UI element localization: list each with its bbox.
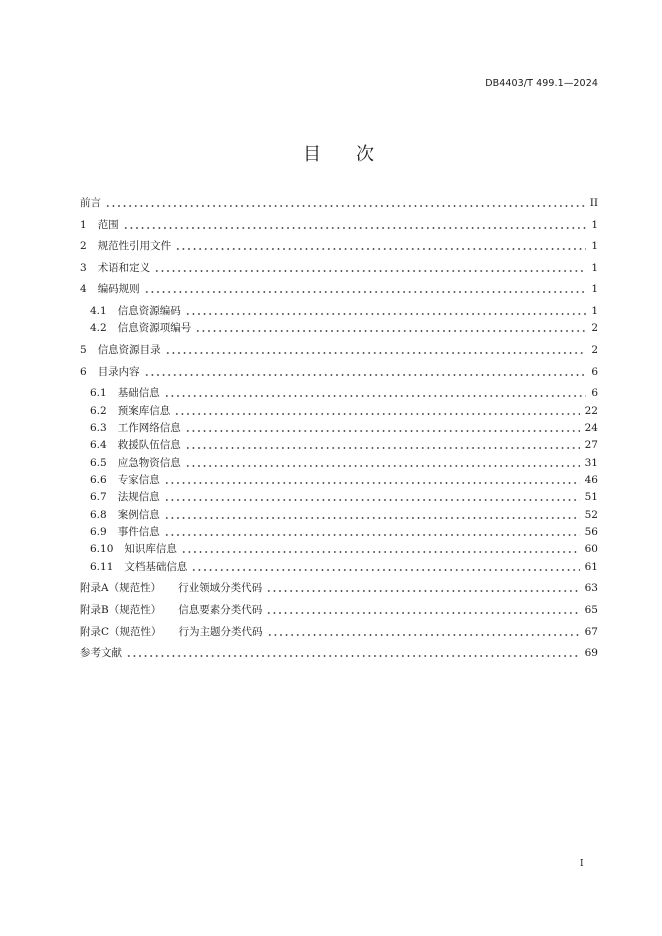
dot-leader (164, 492, 580, 502)
toc-entry-page: 2 (591, 344, 598, 356)
toc-entry (90, 304, 598, 318)
toc-entry-number: 6.10 (90, 543, 114, 555)
toc-entry-number: 6.3 (90, 422, 107, 434)
toc-entry-label: 前言 (80, 197, 101, 209)
toc-entry-page: 56 (584, 526, 598, 538)
dot-leader (267, 627, 580, 637)
toc-entry-number: 附录C（规范性） (80, 626, 162, 638)
toc-entry (80, 343, 598, 357)
toc-entry (80, 581, 598, 595)
toc-entry (80, 196, 598, 210)
toc-entry-number: 2 (80, 240, 87, 252)
toc-entry-page: 24 (584, 422, 598, 434)
toc-entry-page: 1 (591, 283, 598, 295)
toc-entry-page: 51 (584, 491, 598, 503)
toc-entry-label: 法规信息 (117, 491, 160, 503)
dot-leader (144, 367, 587, 377)
toc-entry-number: 4 (80, 283, 87, 295)
toc-entry-number: 6.11 (90, 561, 114, 573)
toc-entry (90, 421, 598, 435)
dot-leader (185, 423, 580, 433)
toc-entry (90, 490, 598, 504)
toc-entry (90, 321, 598, 335)
toc-entry (90, 438, 598, 452)
document-code: DB4403/T 499.1—2024 (485, 78, 598, 89)
toc-entry-page: 46 (584, 474, 598, 486)
page-title: 目 次 (303, 144, 383, 165)
toc-entry-label: 行业领域分类代码 (178, 582, 263, 594)
toc-entry-label: 信息资源目录 (97, 344, 161, 356)
dot-leader (123, 220, 587, 230)
toc-entry-page: 65 (584, 604, 598, 616)
toc-entry-page: 31 (584, 457, 598, 469)
dot-leader (185, 306, 587, 316)
dot-leader (154, 263, 586, 273)
toc-entry (80, 239, 598, 253)
dot-leader (105, 198, 585, 208)
toc-entry-label: 规范性引用文件 (97, 240, 172, 252)
toc-entry (80, 282, 598, 296)
toc-entry-label: 范围 (97, 219, 119, 231)
toc-entry-page: 1 (591, 262, 598, 274)
toc-entry-label: 预案库信息 (117, 405, 171, 417)
toc-entry-label: 参考文献 (80, 647, 122, 659)
toc-entry-label: 信息要素分类代码 (178, 604, 263, 616)
dot-leader (266, 605, 579, 615)
toc-entry-number: 6.6 (90, 474, 107, 486)
toc-entry-page: 1 (591, 305, 598, 317)
dot-leader (181, 544, 580, 554)
dot-leader (164, 388, 587, 398)
toc-entry (90, 404, 598, 418)
toc-entry-page: 1 (591, 240, 598, 252)
toc-entry-label: 专家信息 (117, 474, 160, 486)
toc-entry (90, 456, 598, 470)
toc-entry-page: 52 (584, 509, 598, 521)
dot-leader (164, 510, 580, 520)
toc-entry-page: 61 (584, 561, 598, 573)
toc-entry-number: 6.1 (90, 387, 107, 399)
toc-entry-page: 67 (584, 626, 598, 638)
dot-leader (185, 458, 580, 468)
toc-entry (80, 218, 598, 232)
toc-entry (90, 473, 598, 487)
toc-entry (80, 261, 598, 275)
toc-entry-page: 27 (584, 439, 598, 451)
toc-entry (90, 525, 598, 539)
dot-leader (144, 284, 587, 294)
toc-entry-label: 案例信息 (117, 509, 160, 521)
dot-leader (126, 648, 580, 658)
toc-entry (80, 625, 598, 639)
toc-entry-number: 附录A（规范性） (80, 582, 162, 594)
toc-entry (90, 508, 598, 522)
dot-leader (266, 583, 580, 593)
toc-entry-page: 6 (591, 387, 598, 399)
dot-leader (164, 527, 580, 537)
toc-entry (90, 542, 598, 556)
toc-entry-label: 救援队伍信息 (117, 439, 181, 451)
toc-entry-label: 文档基础信息 (124, 561, 188, 573)
dot-leader (164, 475, 580, 485)
toc-entry-number: 6.8 (90, 509, 107, 521)
toc-entry (90, 386, 598, 400)
toc-entry-label: 知识库信息 (124, 543, 177, 555)
toc-entry-page: 1 (591, 219, 598, 231)
toc-entry-number: 6.7 (90, 491, 107, 503)
toc-entry-page: 6 (591, 366, 598, 378)
toc-entry-label: 信息资源编码 (117, 305, 181, 317)
toc-entry-number: 6.5 (90, 457, 107, 469)
toc-entry-page: II (589, 197, 598, 209)
dot-leader (175, 241, 586, 251)
toc-entry-label: 信息资源项编号 (117, 322, 192, 334)
page-number: I (580, 859, 584, 869)
toc-entry (90, 560, 598, 574)
toc-entry-label: 目录内容 (97, 366, 140, 378)
dot-leader (195, 323, 586, 333)
toc-entry-number: 1 (80, 219, 87, 231)
toc-entry-page: 22 (584, 405, 598, 417)
toc-entry-number: 6.4 (90, 439, 107, 451)
dot-leader (165, 345, 587, 355)
toc-entry-label: 应急物资信息 (117, 457, 181, 469)
toc-entry-label: 事件信息 (117, 526, 160, 538)
toc-entry-label: 工作网络信息 (117, 422, 181, 434)
toc-entry-page: 63 (584, 582, 598, 594)
toc-entry (80, 365, 598, 379)
dot-leader (191, 562, 579, 572)
toc-entry-number: 4.1 (90, 305, 107, 317)
toc-entry-label: 编码规则 (97, 283, 140, 295)
dot-leader (185, 440, 580, 450)
toc-entry-label: 基础信息 (117, 387, 160, 399)
toc-entry-number: 附录B（规范性） (80, 604, 162, 616)
toc-entry-number: 4.2 (90, 322, 107, 334)
toc-entry-label: 行为主题分类代码 (178, 626, 263, 638)
toc-entry-page: 69 (584, 647, 598, 659)
toc-entry-page: 60 (584, 543, 598, 555)
dot-leader (174, 406, 579, 416)
toc-entry (80, 603, 598, 617)
toc-entry-number: 5 (80, 344, 87, 356)
toc-entry-number: 6 (80, 366, 87, 378)
toc-entry-label: 术语和定义 (97, 262, 151, 274)
toc-entry-page: 2 (591, 322, 598, 334)
toc-entry (80, 646, 598, 660)
toc-entry-number: 6.2 (90, 405, 107, 417)
toc-entry-number: 6.9 (90, 526, 107, 538)
toc-entry-number: 3 (80, 262, 87, 274)
